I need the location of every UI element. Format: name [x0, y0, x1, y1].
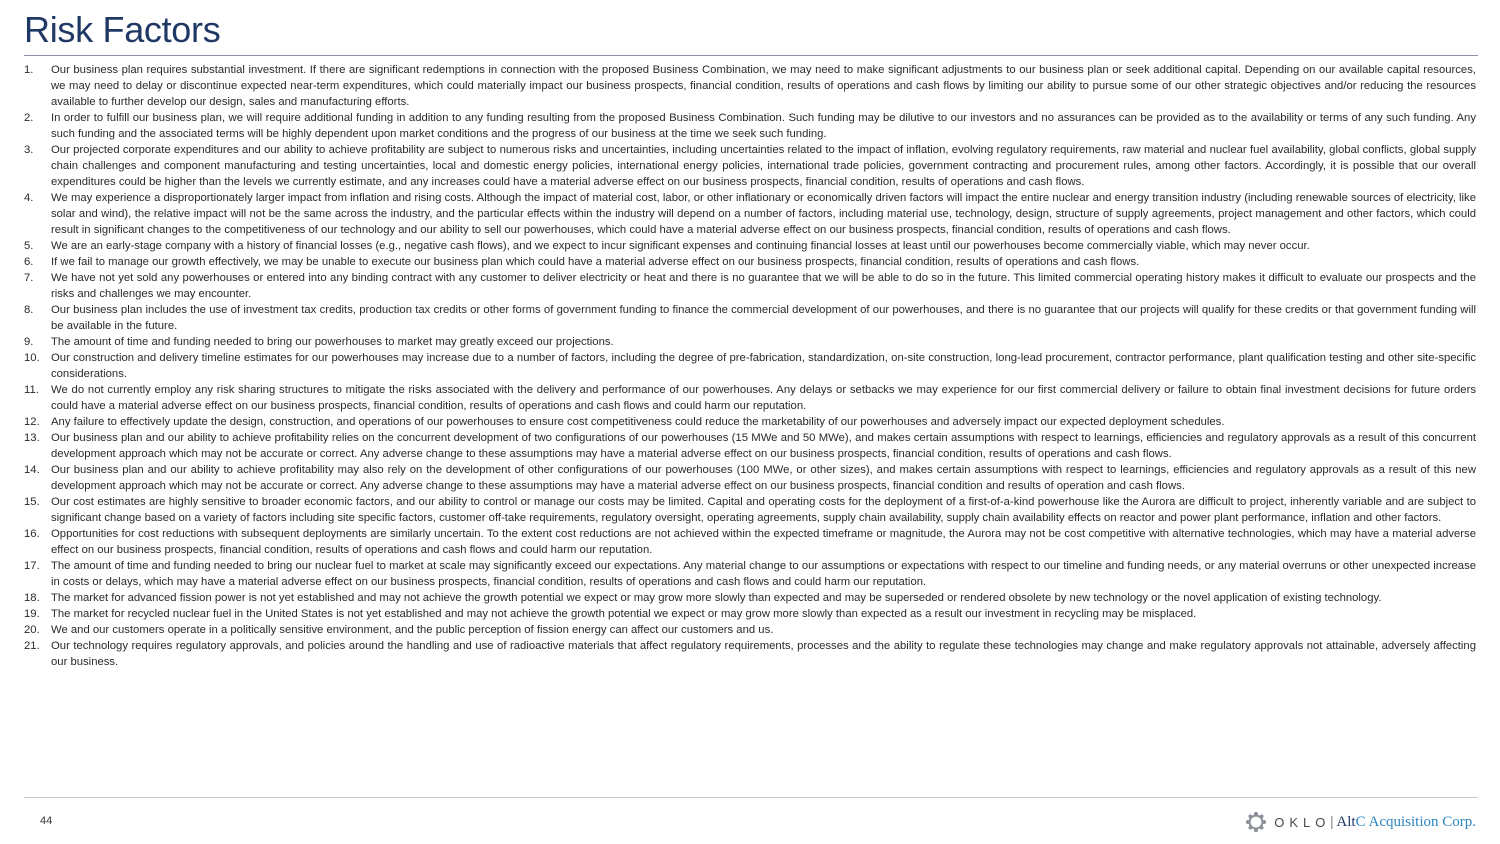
risk-item-number: 14.: [24, 464, 40, 476]
risk-item-text: The amount of time and funding needed to bring our nuclear fuel to market at scale may significantly exceed our expectations. Any material change to our assumptions or expectations with respect to our timeline and funding needs, or any material overruns or other unexpected increase in costs or delays, which may have a material adverse effect on our business prospects, financial condition, results of operations and cash flows and could harm our reputation.: [51, 560, 1476, 588]
risk-item-text: Our business plan requires substantial investment. If there are significant redemptions in connection with the proposed Business Combination, we may need to make significant adjustments to our business plan or seek additional capital. Depending on our available capital resources, we may need to delay or discontinue expected near-term expenditures, which could materially impact our business prospects, financial condition, results of operations and cash flows by limiting our ability to pursue some of our other strategic objectives and/or reducing the resources available to further develop our design, sales and manufacturing efforts.: [51, 64, 1476, 108]
risk-item-number: 3.: [24, 144, 34, 156]
risk-item: [24, 270, 1476, 302]
risk-item-number: 13.: [24, 432, 40, 444]
risk-item-text: Our projected corporate expenditures and our ability to achieve profitability are subject to numerous risks and uncertainties, including uncertainties related to the impact of inflation, evolving regulatory requirements, raw material and nuclear fuel availability, global conflicts, global supply chain challenges and component manufacturing and testing uncertainties, local and domestic energy policies, international energy policies, international trade policies, government contracting and procurement rules, among other factors. Accordingly, it is possible that our overall expenditures could be higher than the levels we currently estimate, and any increases could have a material adverse effect on our business prospects, financial condition, results of operations and cash flows.: [51, 144, 1476, 188]
risk-item: [24, 638, 1476, 670]
risk-item-text: We may experience a disproportionately larger impact from inflation and rising costs. Although the impact of material cost, labor, or other inflationary or economically driven factors will impact the entire nuclear and energy transition industry (including renewable sources of electricity, like solar and wind), the relative impact will not be the same across the industry, and the particular effects within the industry will depend on a number of factors, including material use, technology, design, structure of supply agreements, project management and other factors, which could result in significant changes to the competitiveness of our technology and our ability to sell our powerhouses, which could have a material adverse effect on our business prospects, financial condition, results of operations and cash flows.: [51, 192, 1476, 236]
risk-item-text: The amount of time and funding needed to bring our powerhouses to market may greatly exceed our projections.: [51, 336, 614, 348]
risk-item: [24, 462, 1476, 494]
risk-item: [24, 238, 1476, 254]
risk-item-number: 20.: [24, 624, 40, 636]
risk-item-text: Our business plan and our ability to achieve profitability may also rely on the development of other configurations of our powerhouses (100 MWe, or other sizes), and makes certain assumptions with respect to learnings, efficiencies and regulatory approvals as a result of this new development approach which may not be accurate or correct. Any adverse change to these assumptions may have a material adverse effect on our business prospects, financial condition and results of operation and cash flows.: [51, 464, 1476, 492]
risk-item: [24, 334, 1476, 350]
risk-item: [24, 350, 1476, 382]
oklo-wordmark: OKLO: [1274, 814, 1331, 830]
risk-item: [24, 526, 1476, 558]
risk-item-number: 6.: [24, 256, 34, 268]
risk-item-text: Opportunities for cost reductions with subsequent deployments are similarly uncertain. To the extent cost reductions are not achieved within the expected timeframe or magnitude, the Aurora may not be cost competitive with alternative technologies, which may have a material adverse effect on our business prospects, financial condition, results of operations and cash flows and could harm our reputation.: [51, 528, 1476, 556]
risk-item-number: 2.: [24, 112, 34, 124]
risk-item-text: Our construction and delivery timeline estimates for our powerhouses may increase due to a number of factors, including the degree of pre-fabrication, standardization, on-site construction, long-lead procurement, contractor performance, plant qualification testing and other site-specific considerations.: [51, 352, 1476, 380]
risk-item-text: We are an early-stage company with a history of financial losses (e.g., negative cash flows), and we expect to incur significant expenses and continuing financial losses at least until our powerhouses become commercially viable, which may never occur.: [51, 240, 1310, 252]
risk-item-number: 7.: [24, 272, 34, 284]
risk-item-text: Any failure to effectively update the design, construction, and operations of our powerhouses to ensure cost competitiveness could reduce the marketability of our powerhouses and adversely impact our expected deployment schedules.: [51, 416, 1225, 428]
risk-item-number: 17.: [24, 560, 40, 572]
risk-item: [24, 110, 1476, 142]
risk-item-text: Our business plan and our ability to achieve profitability relies on the concurrent development of two configurations of our powerhouses (15 MWe and 50 MWe), and makes certain assumptions with respect to learnings, efficiencies and regulatory approvals as a result of this concurrent development approach which may not be accurate or correct. Any adverse change to these assumptions may have a material adverse effect on our business prospects, financial condition, results of operations and cash flows.: [51, 432, 1476, 460]
altc-wordmark-alt: Alt: [1336, 813, 1356, 830]
risk-item: [24, 302, 1476, 334]
risk-item: [24, 606, 1476, 622]
risk-item: [24, 414, 1476, 430]
risk-item: [24, 430, 1476, 462]
risk-item-text: We do not currently employ any risk sharing structures to mitigate the risks associated with the delivery and performance of our powerhouses. Any delays or setbacks we may experience for our first commercial delivery or failure to obtain final investment decisions for future orders could have a material adverse effect on our business prospects, financial condition, results of operations and cash flows and could harm our reputation.: [51, 384, 1476, 412]
risk-item: [24, 254, 1476, 270]
risk-item: [24, 62, 1476, 110]
company-logo: [1245, 810, 1476, 834]
page-title: Risk Factors: [24, 9, 221, 50]
risk-item-number: 18.: [24, 592, 40, 604]
risk-item-number: 19.: [24, 608, 40, 620]
risk-item-text: The market for recycled nuclear fuel in the United States is not yet established and may not achieve the growth potential we expect or may grow more slowly than expected as a result our investment in recycling may be misplaced.: [51, 608, 1197, 620]
risk-item-number: 4.: [24, 192, 34, 204]
risk-item-number: 1.: [24, 64, 34, 76]
risk-item-text: Our technology requires regulatory approvals, and policies around the handling and use of radioactive materials that affect regulatory requirements, processes and the ability to regulate these technologies may change and make regulatory approvals not attainable, adversely affecting our business.: [51, 640, 1476, 668]
risk-item-text: We have not yet sold any powerhouses or entered into any binding contract with any customer to deliver electricity or heat and there is no guarantee that we will be able to do so in the future. This limited commercial operating history makes it difficult to evaluate our prospects and the risks and challenges we may encounter.: [51, 272, 1476, 300]
risk-item: [24, 590, 1476, 606]
risk-item: [24, 558, 1476, 590]
risk-item-number: 21.: [24, 640, 40, 652]
risk-item: [24, 142, 1476, 190]
risk-item: [24, 494, 1476, 526]
risk-item: [24, 622, 1476, 638]
title-divider: [24, 55, 1478, 56]
risk-item-text: The market for advanced fission power is not yet established and may not achieve the growth potential we expect or may grow more slowly than expected and may be superseded or rendered obsolete by new technology or the novel application of existing technology.: [51, 592, 1382, 604]
altc-wordmark-rest: C Acquisition Corp.: [1355, 813, 1476, 830]
oklo-gear-icon: [1245, 811, 1267, 833]
risk-item-number: 15.: [24, 496, 40, 508]
logo-separator: |: [1330, 813, 1334, 830]
risk-item-text: Our business plan includes the use of investment tax credits, production tax credits or other forms of government funding to finance the commercial development of our powerhouses, and there is no guarantee that our projects will qualify for these credits or that government funding will be available in the future.: [51, 304, 1476, 332]
risk-item-number: 9.: [24, 336, 34, 348]
risk-item-text: We and our customers operate in a politically sensitive environment, and the public perception of fission energy can affect our customers and us.: [51, 624, 774, 636]
risk-item: [24, 190, 1476, 238]
page-number: 44: [40, 815, 53, 827]
risk-factors-list: [24, 62, 1476, 670]
risk-item-number: 10.: [24, 352, 40, 364]
risk-item: [24, 382, 1476, 414]
risk-item-text: If we fail to manage our growth effectively, we may be unable to execute our business plan which could have a material adverse effect on our business prospects, financial condition, results of operations and cash flows.: [51, 256, 1140, 268]
risk-item-number: 11.: [24, 384, 39, 396]
risk-item-text: In order to fulfill our business plan, we will require additional funding in addition to any funding resulting from the proposed Business Combination. Such funding may be dilutive to our investors and no assurances can be provided as to the availability or terms of any such funding. Any such funding and the associated terms will be highly dependent upon market conditions and the progress of our business at the time we seek such funding.: [51, 112, 1476, 140]
risk-item-number: 5.: [24, 240, 34, 252]
risk-item-number: 8.: [24, 304, 34, 316]
risk-item-number: 12.: [24, 416, 40, 428]
risk-item-number: 16.: [24, 528, 40, 540]
footer-divider: [24, 797, 1478, 798]
risk-item-text: Our cost estimates are highly sensitive to broader economic factors, and our ability to control or manage our costs may be limited. Capital and operating costs for the deployment of a first-of-a-kind powerhouse like the Aurora are difficult to project, inherently variable and are subject to significant change based on a variety of factors including site specific factors, customer off-take requirements, regulatory oversight, operating agreements, supply chain availability, supply chain availability effects on reactor and power plant performance, inflation and other factors.: [51, 496, 1476, 524]
